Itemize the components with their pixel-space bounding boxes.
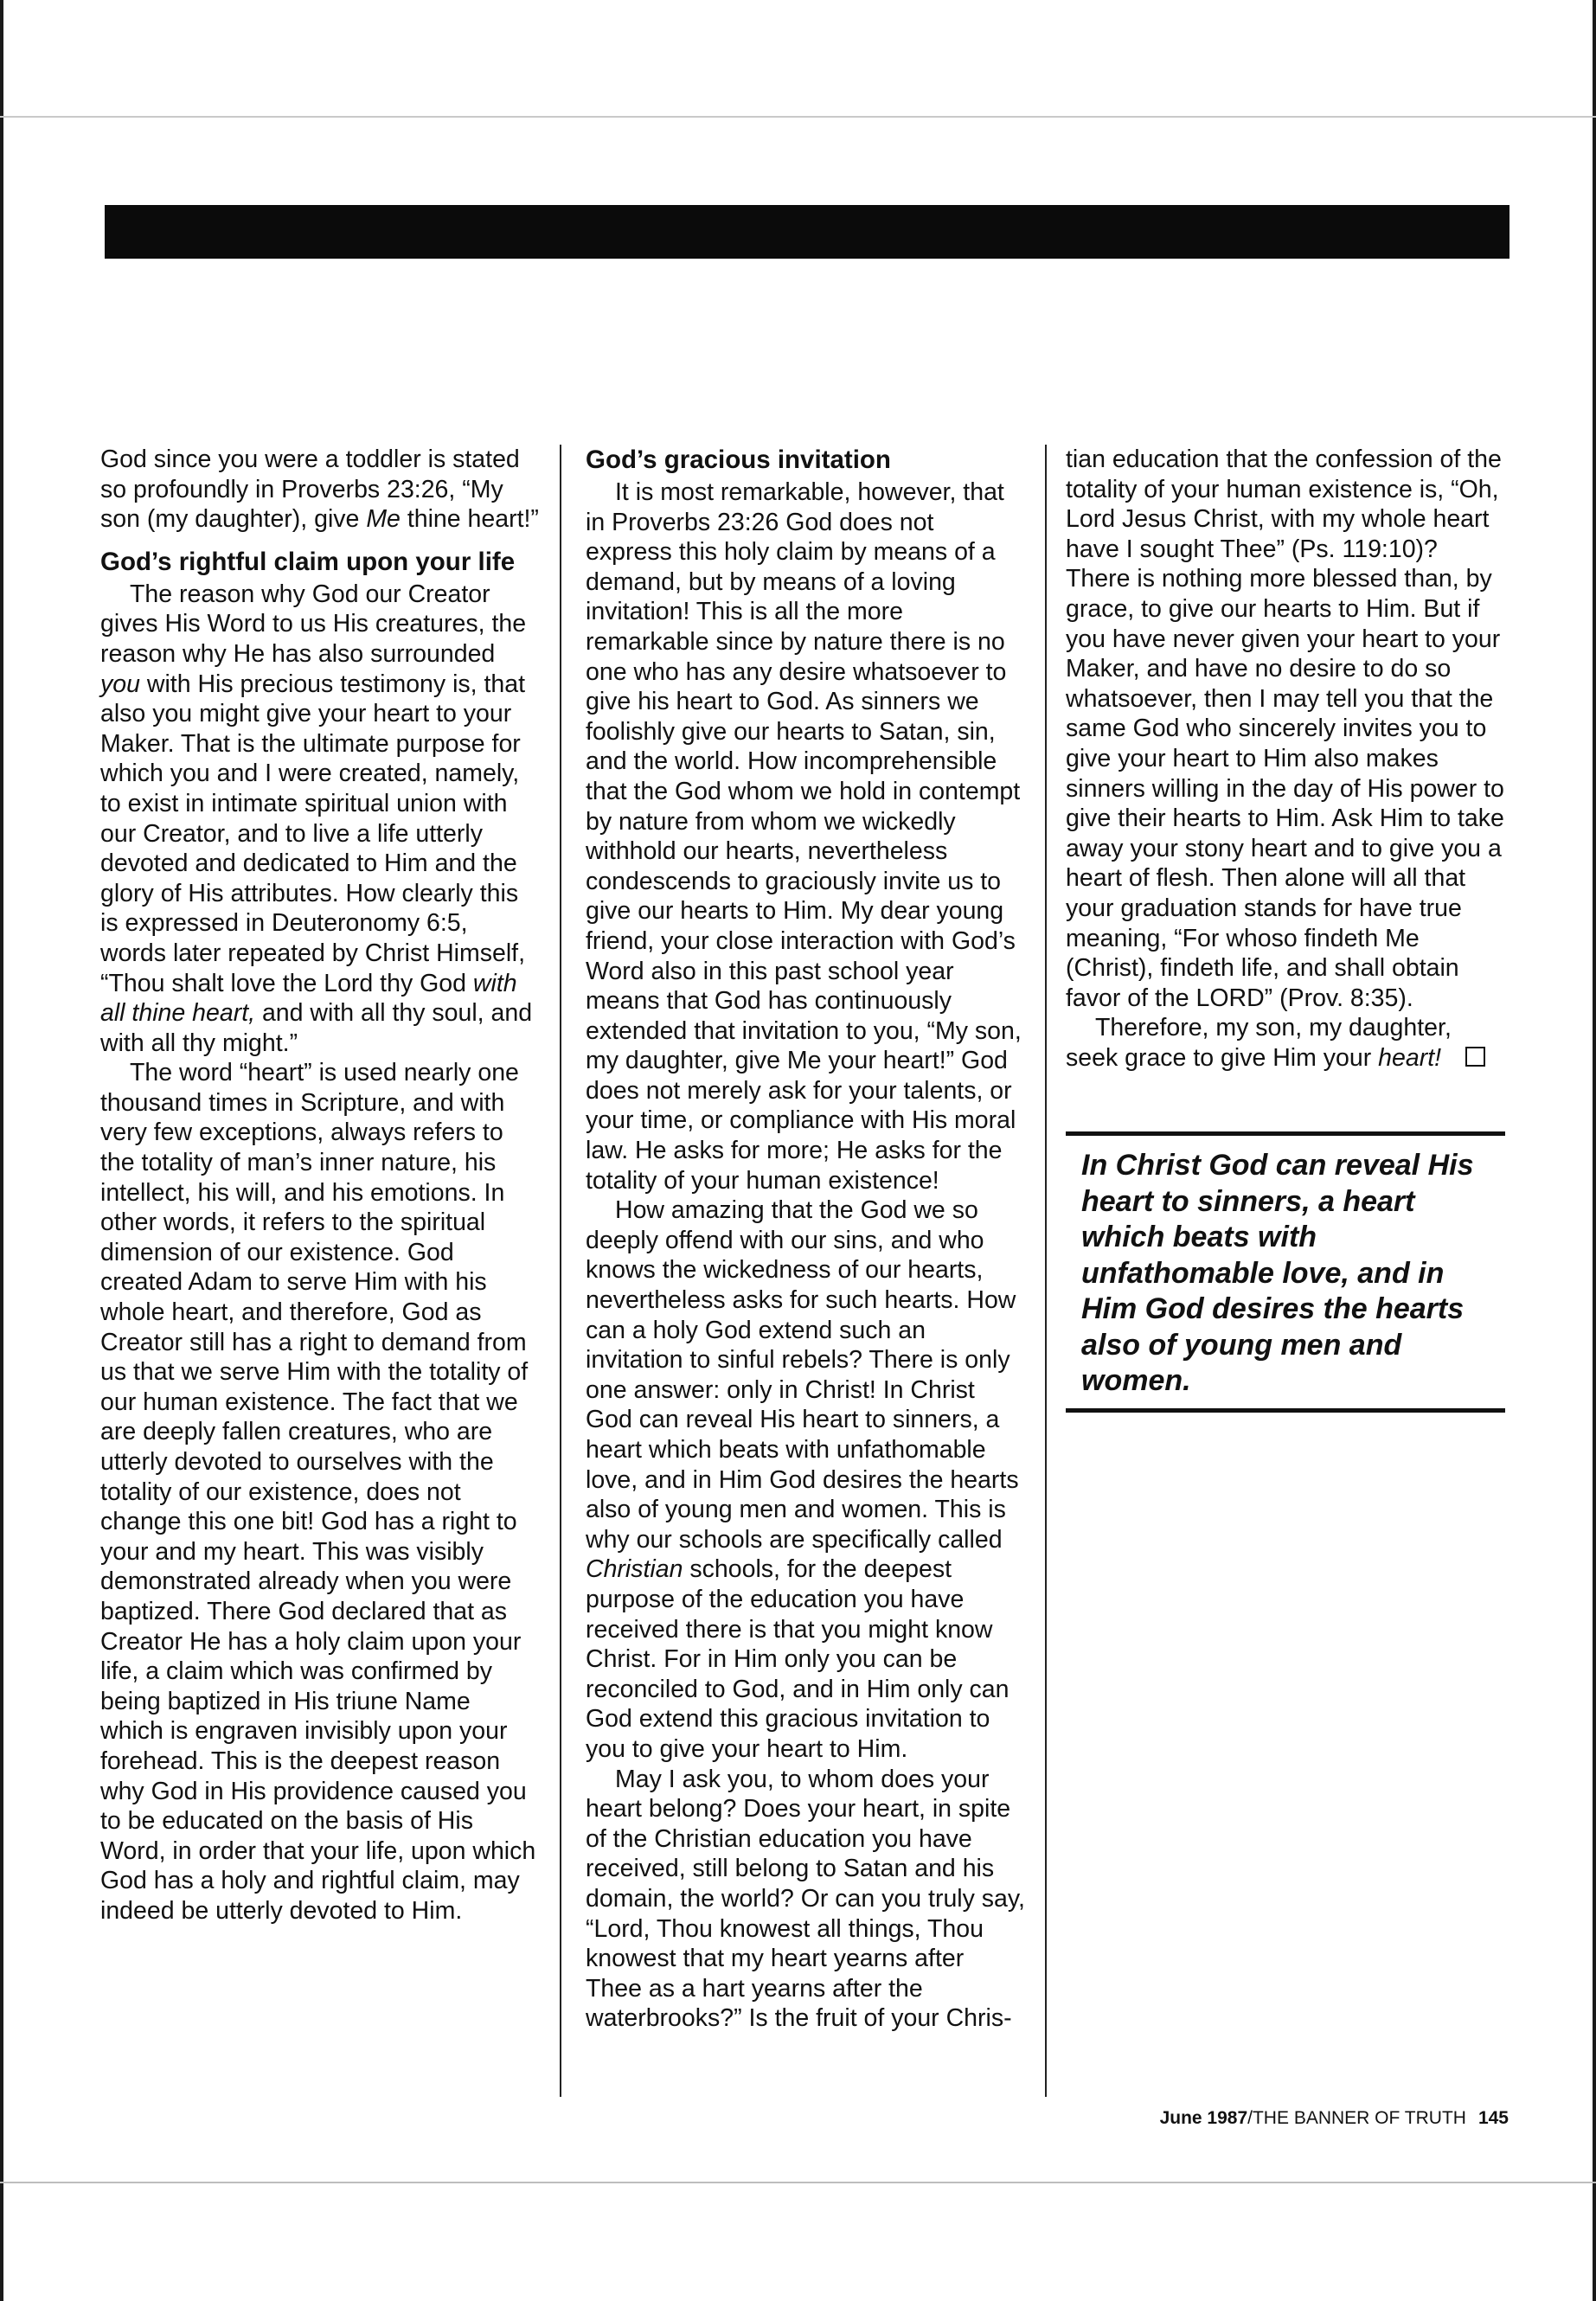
col3-paragraph-2: Therefore, my son, my daughter, seek grace to give Him your heart! (1066, 1013, 1507, 1073)
pull-quote (1066, 1131, 1505, 1413)
column-3 (1066, 445, 1507, 1073)
column-divider-2 (1045, 445, 1047, 2097)
scan-top-edge (0, 116, 1596, 118)
column-1 (100, 445, 540, 1926)
col1-paragraph-2: The reason why God our Creator gives His Word to us His creatures, the reason why He has also surrounded you with His precious testimony is, that also you might give your heart to your Maker. That is the ultimate purpose for which you and I were created, namely, to exist in intimate spiritual union with our Creator, and to live a life utterly devoted and dedicated to Him and the glory of His attributes. How clearly this is expressed in Deuteronomy 6:5, words later repeated by Christ Himself, “Thou shalt love the Lord thy God with all thine heart, and with all thy soul, and with all thy might.” (100, 580, 533, 1057)
page-footer (1042, 2107, 1509, 2130)
page-edge-right (1593, 0, 1596, 2301)
header-black-band (105, 205, 1509, 259)
column-2 (586, 445, 1025, 2034)
footer-separator: / (1247, 2108, 1253, 2128)
section-heading-gracious-invitation: God’s gracious invitation (586, 445, 891, 474)
page-number: 145 (1477, 2108, 1509, 2128)
col2-paragraph-1: It is most remarkable, however, that in Proverbs 23:26 God does not express this holy claim by means of a demand, but by means of a loving invitation! This is all the more remarkable since by nature there is no one who has any desire whatsoever to give his heart to God. As sinners we foolishly give our hearts to Satan, sin, and the world. How incomprehensible that the God whom we hold in contempt by nature from whom we wickedly withhold our hearts, nevertheless condescends to graciously invite us to give our hearts to Him. My dear young friend, your close interaction with God’s Word also in this past school year means that God has continuously extended that invitation to you, “My son, my daughter, give Me your heart!” God does not merely ask for your talents, or your time, or compliance with His moral law. He asks for more; He asks for the totality of your human existence! (586, 478, 1022, 1195)
page-edge-left (0, 0, 3, 2301)
end-of-article-box-icon (1465, 1047, 1485, 1067)
pull-quote-text: In Christ God can reveal His heart to sinners, a heart which beats with unfathomable love, and in Him God desires the hearts also of young men and women. (1081, 1149, 1474, 1397)
column-divider-1 (560, 445, 561, 2097)
col2-paragraph-2: How amazing that the God we so deeply offend with our sins, and who knows the wickedness of our hearts, nevertheless asks for such hearts. How can a holy God extend such an invitation to sinful rebels? There is only one answer: only in Christ! In Christ God can reveal His heart to sinners, a heart which beats with unfathomable love, and in Him God desires the hearts also of young men and women. This is why our schools are specifically called Christian schools, for the deepest purpose of the education you have received there is that you might know Christ. For in Him only you can be reconciled to God, and in Him only can God extend this gracious invitation to you to give your heart to Him. (586, 1196, 1019, 1763)
col1-paragraph-3: The word “heart” is used nearly one thousand times in Scripture, and with very few exceptions, always refers to the totality of man’s inner nature, his intellect, his will, and his emotions. In other words, it refers to the spiritual dimension of our existence. God created Adam to serve Him with his whole heart, and therefore, God as Creator still has a right to demand from us that we serve Him with the totality of our human existence. The fact that we are deeply fallen creatures, who are utterly devoted to ourselves with the totality of our existence, does not change this one bit! God has a right to your and my heart. This was visibly demonstrated already when you were baptized. There God declared that as Creator He has a holy claim upon your life, a claim which was confirmed by being baptized in His triune Name which is engraven invisibly upon your forehead. This is the deepest reason why God in His providence caused you to be educated on the basis of His Word, in order that your life, upon which God has a holy and rightful claim, may indeed be utterly devoted to Him. (100, 1059, 536, 1925)
col2-paragraph-3: May I ask you, to whom does your heart belong? Does your heart, in spite of the Christian education you have received, still belong to Satan and his domain, the world? Or can you truly say, “Lord, Thou knowest all things, Thou knowest that my heart yearns after Thee as a hart yearns after the waterbrooks?” Is the fruit of your Chris- (586, 1765, 1025, 2033)
section-heading-rightful-claim: God’s rightful claim upon your life (100, 547, 516, 576)
footer-date: June 1987 (1159, 2108, 1248, 2128)
col3-paragraph-1: tian education that the confession of the totality of your human existence is, “Oh, Lord Jesus Christ, with my whole heart have I sought Thee” (Ps. 119:10)? There is nothing more blessed than, by grace, to give our hearts to Him. But if you have never given your heart to your Maker, and have no desire to do so whatsoever, then I may tell you that the same God who sincerely invites you to give your heart to Him also makes sinners willing in the day of His power to give their hearts to Him. Ask Him to take away your stony heart and to give you a heart of flesh. Then alone will all that your graduation stands for have true meaning, “For whoso findeth Me (Christ), findeth life, and shall obtain favor of the LORD” (Prov. 8:35). (1066, 445, 1504, 1012)
footer-magazine-title: THE BANNER OF TRUTH (1252, 2108, 1466, 2128)
col1-paragraph-1: God since you were a toddler is stated so profoundly in Proverbs 23:26, “My son (my daughter), give Me thine heart!” (100, 445, 539, 534)
scan-bottom-edge (0, 2182, 1596, 2183)
